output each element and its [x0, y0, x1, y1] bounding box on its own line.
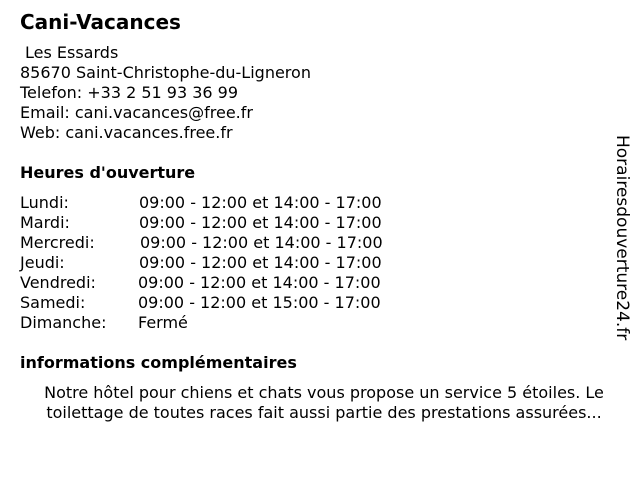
day-label: Mardi: — [20, 213, 70, 232]
day-label: Vendredi: — [20, 273, 96, 292]
city-line: 85670 Saint-Christophe-du-Ligneron — [20, 63, 311, 82]
time-value: 09:00 - 12:00 et 14:00 - 17:00 — [140, 233, 383, 252]
day-label: Jeudi: — [20, 253, 65, 272]
time-value: Fermé — [138, 313, 188, 332]
time-value: 09:00 - 12:00 et 14:00 - 17:00 — [139, 213, 382, 232]
time-value: 09:00 - 12:00 et 14:00 - 17:00 — [139, 253, 382, 272]
business-name: Cani-Vacances — [20, 10, 181, 34]
address-block — [20, 43, 311, 143]
time-value: 09:00 - 12:00 et 14:00 - 17:00 — [138, 273, 381, 292]
time-value: 09:00 - 12:00 et 15:00 - 17:00 — [138, 293, 381, 312]
hours-heading: Heures d'ouverture — [20, 163, 196, 182]
day-label: Mercredi: — [20, 233, 95, 252]
day-label: Dimanche: — [20, 313, 107, 332]
day-label: Samedi: — [20, 293, 86, 312]
description-text: Notre hôtel pour chiens et chats vous propose un service 5 étoiles. Le toilettage de toutes races fait aussi partie des prestations assurées... — [44, 383, 604, 422]
phone-line: Telefon: +33 2 51 93 36 99 — [20, 83, 239, 102]
info-heading: informations complémentaires — [20, 353, 297, 372]
watermark-text: Horairesdouverture24.fr — [612, 135, 632, 341]
web-line: Web: cani.vacances.free.fr — [20, 123, 233, 142]
day-label: Lundi: — [20, 193, 69, 212]
street-address: Les Essards — [25, 43, 119, 62]
time-value: 09:00 - 12:00 et 14:00 - 17:00 — [139, 193, 382, 212]
email-line: Email: cani.vacances@free.fr — [20, 103, 253, 122]
